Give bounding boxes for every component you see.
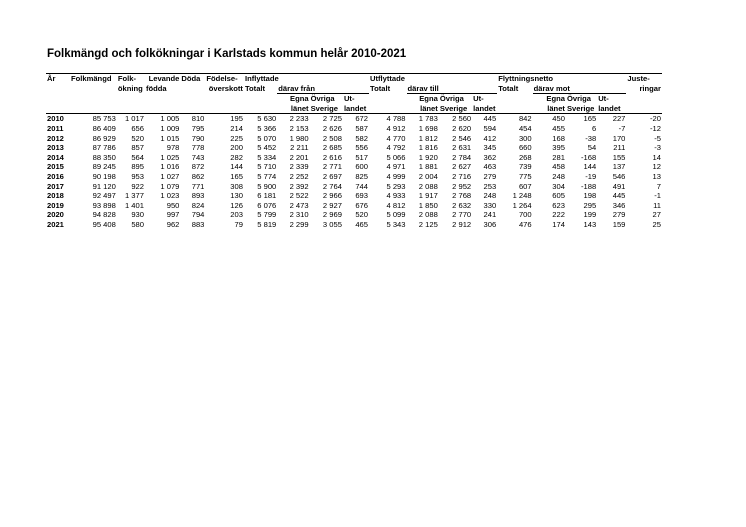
table-cell: -38 [585, 133, 597, 143]
table-cell: 88 350 [92, 152, 116, 162]
table-cell: 454 [518, 123, 532, 133]
table-cell: 455 [552, 123, 565, 133]
table-cell: 1 812 [418, 133, 438, 143]
header-juste: Juste- [626, 74, 662, 84]
table-cell: 2 616 [322, 152, 342, 162]
table-row [46, 201, 662, 211]
table-cell: 1 016 [160, 162, 180, 172]
table-cell: 2 620 [452, 123, 472, 133]
year-cell: 2014 [47, 152, 64, 162]
table-cell: -5 [654, 133, 661, 143]
table-cell: 144 [583, 162, 597, 172]
table-cell: 199 [583, 210, 597, 220]
table-cell: 1 248 [512, 191, 532, 201]
table-cell: 1 079 [160, 181, 180, 191]
table-cell: 794 [191, 210, 205, 220]
table-cell: 5 774 [257, 171, 277, 181]
table-cell: 395 [552, 143, 565, 153]
table-cell: 2 211 [290, 143, 309, 153]
table-cell: 546 [612, 171, 626, 181]
table-cell: 1 027 [160, 171, 180, 181]
table-cell: 214 [230, 123, 243, 133]
header-doda: Döda [180, 74, 205, 84]
table-cell: 4 912 [386, 123, 406, 133]
header-totalt-in: Totalt [244, 83, 266, 93]
table-cell: 86 929 [92, 133, 116, 143]
year-cell: 2012 [47, 133, 64, 143]
table-cell: 564 [131, 152, 144, 162]
table-row [46, 114, 662, 124]
year-cell: 2019 [47, 200, 64, 210]
table-cell: 2 632 [452, 200, 472, 210]
table-cell: 2 546 [452, 133, 472, 143]
table-cell: 4 999 [386, 171, 406, 181]
table-cell: 89 245 [92, 162, 116, 172]
table-cell: 520 [355, 210, 368, 220]
table-cell: 306 [483, 219, 497, 229]
table-cell: 5 900 [257, 181, 277, 191]
table-cell: 600 [355, 162, 368, 172]
year-cell: 2017 [47, 181, 64, 191]
table-body [46, 114, 662, 230]
table-row [46, 153, 662, 163]
table-cell: 2 310 [289, 210, 309, 220]
table-cell: 1 816 [418, 143, 438, 153]
table-cell: 795 [191, 123, 205, 133]
header-landet-in: landet [343, 104, 369, 114]
table-cell: 744 [355, 181, 368, 191]
table-cell: 1 850 [418, 200, 438, 210]
table-cell: 253 [483, 181, 497, 191]
table-cell: 778 [191, 143, 205, 153]
table-cell: 85 753 [92, 114, 116, 124]
header-sverige-in: Sverige [310, 104, 343, 114]
table-cell: 623 [552, 200, 565, 210]
table-cell: 5 099 [386, 210, 406, 220]
table-cell: 771 [191, 181, 205, 191]
table-cell: 2 697 [322, 171, 342, 181]
table-cell: 1 023 [160, 191, 180, 201]
table-cell: -7 [618, 123, 626, 133]
table-cell: 268 [518, 152, 532, 162]
table-cell: 362 [483, 152, 497, 162]
header-darav-mot: därav mot [533, 84, 627, 94]
table-cell: 6 181 [257, 191, 277, 201]
table-cell: 25 [652, 219, 661, 229]
table-cell: 5 799 [257, 210, 277, 220]
year-cell: 2013 [47, 143, 64, 153]
table-cell: 4 933 [386, 191, 406, 201]
table-cell: 170 [612, 133, 626, 143]
header-okning: ökning [117, 83, 143, 93]
table-cell: 5 293 [386, 181, 406, 191]
table-cell: 465 [355, 219, 368, 229]
table-cell: 95 408 [92, 219, 116, 229]
table-cell: 1 917 [418, 191, 438, 201]
table-cell: 5 070 [257, 133, 277, 143]
table-cell: 5 343 [386, 219, 406, 229]
header-ut-in: Ut- [343, 94, 355, 104]
table-cell: 304 [552, 181, 565, 191]
table-cell: 445 [612, 191, 626, 201]
table-cell: -20 [650, 114, 661, 124]
table-cell: 962 [166, 219, 180, 229]
header-lanet-ut: länet [407, 104, 439, 114]
table-cell: 930 [131, 210, 144, 220]
header-levande: Levande [145, 74, 180, 84]
table-cell: 248 [552, 171, 565, 181]
header-sverige-ut: Sverige [439, 104, 472, 114]
table-cell: 895 [131, 162, 144, 172]
header-ovriga-net: Övriga [566, 94, 592, 104]
table-cell: 672 [355, 114, 368, 124]
table-cell: 872 [191, 162, 205, 172]
table-cell: 997 [166, 210, 180, 220]
header-folk: Folk- [117, 74, 145, 84]
table-cell: 241 [483, 210, 497, 220]
table-cell: 743 [191, 152, 205, 162]
table-cell: 27 [652, 210, 661, 220]
table-cell: 4 792 [386, 143, 406, 153]
table-cell: 2 969 [322, 210, 342, 220]
table-cell: 517 [355, 152, 368, 162]
table-cell: 54 [587, 143, 597, 153]
table-cell: 5 334 [257, 152, 277, 162]
table-cell: 607 [518, 181, 532, 191]
table-cell: 2 339 [289, 162, 309, 172]
table-cell: 700 [518, 210, 532, 220]
header-egna-ut: Egna [419, 94, 438, 104]
table-cell: 587 [355, 123, 368, 133]
table-cell: 6 [591, 123, 597, 133]
table-cell: 1 980 [289, 133, 309, 143]
table-cell: 978 [166, 143, 180, 153]
table-cell: 2 252 [289, 171, 309, 181]
table-cell: 1 025 [160, 152, 180, 162]
table-row [46, 172, 662, 182]
table-cell: 893 [191, 191, 205, 201]
table-cell: 1 920 [418, 152, 438, 162]
header-landet-ut: landet [473, 103, 496, 113]
header-utflyttade: Utflyttade [369, 74, 497, 84]
table-cell: -188 [581, 181, 597, 191]
year-cell: 2018 [47, 191, 64, 201]
table-cell: 227 [612, 114, 626, 124]
table-cell: 2 088 [418, 210, 438, 220]
table-cell: 2 966 [322, 191, 342, 201]
table-cell: 144 [230, 162, 243, 172]
header-folkmangd: Folkmängd [70, 74, 117, 84]
table-cell: 5 066 [386, 152, 406, 162]
table-row [46, 182, 662, 192]
table-cell: 91 120 [92, 181, 116, 191]
header-sverige-net: Sverige [566, 104, 597, 114]
page-title: Folkmängd och folkökningar i Karlstads kommun helår 2010-2021 [47, 48, 407, 60]
table-cell: -168 [581, 152, 597, 162]
table-cell: 195 [230, 114, 243, 124]
header-egna-net: Egna [546, 94, 565, 104]
table-cell: 582 [355, 133, 368, 143]
header-ut-ut: Ut- [473, 94, 484, 104]
table-cell: 281 [552, 152, 565, 162]
table-cell: 2 508 [322, 133, 342, 143]
table-cell: 4 770 [386, 133, 406, 143]
table-cell: 248 [483, 191, 497, 201]
table-cell: 1 698 [418, 123, 438, 133]
table-cell: 862 [191, 171, 205, 181]
table-cell: 279 [612, 210, 626, 220]
table-cell: 605 [552, 191, 565, 201]
table-cell: 458 [552, 162, 565, 172]
table-cell: 86 409 [92, 123, 116, 133]
table-cell: 330 [483, 200, 497, 210]
table-cell: 200 [230, 143, 243, 153]
table-cell: 90 198 [92, 171, 116, 181]
table-cell: 463 [483, 162, 497, 172]
table-cell: 168 [552, 133, 565, 143]
table-cell: 520 [131, 133, 144, 143]
table-row [46, 220, 662, 230]
header-row-3 [46, 94, 662, 104]
table-cell: 883 [191, 219, 205, 229]
table-cell: 2 770 [452, 210, 472, 220]
year-cell: 2021 [47, 219, 64, 229]
header-ovriga-ut: Övriga [439, 94, 464, 104]
table-cell: 2 088 [418, 181, 438, 191]
table-cell: 412 [483, 133, 497, 143]
table-cell: 143 [583, 219, 597, 229]
table-cell: 3 055 [322, 219, 342, 229]
header-landet-net: landet [597, 104, 626, 114]
table-cell: 950 [166, 200, 180, 210]
header-darav-till: därav till [407, 84, 498, 94]
header-row-2 [46, 84, 662, 94]
table-cell: 79 [234, 219, 243, 229]
table-cell: 2 153 [289, 123, 309, 133]
table-cell: 2 685 [322, 143, 342, 153]
table-cell: 1 377 [124, 191, 144, 201]
table-cell: 476 [518, 219, 532, 229]
table-cell: 2 764 [322, 181, 342, 191]
table-cell: 165 [230, 171, 243, 181]
header-ovriga-in: Övriga [310, 94, 335, 104]
table-cell: 953 [131, 171, 144, 181]
table-cell: 2 631 [452, 143, 472, 153]
table-cell: 2 927 [322, 200, 342, 210]
year-cell: 2020 [47, 210, 64, 220]
table-cell: 346 [612, 200, 626, 210]
table-cell: 2 771 [322, 162, 342, 172]
table-row [46, 191, 662, 201]
table-cell: 445 [483, 114, 497, 124]
table-cell: 225 [230, 133, 243, 143]
table-cell: 790 [191, 133, 205, 143]
year-cell: 2010 [47, 114, 64, 124]
table-cell: 2 125 [418, 219, 438, 229]
table-cell: 660 [518, 143, 532, 153]
header-darav-fran: därav från [277, 84, 369, 94]
table-cell: 203 [230, 210, 243, 220]
table-cell: 2 626 [322, 123, 342, 133]
table-cell: 2 473 [289, 200, 309, 210]
table-cell: 2 952 [452, 181, 472, 191]
header-ut-net: Ut- [598, 94, 609, 104]
table-cell: -3 [654, 143, 661, 153]
year-cell: 2011 [47, 123, 64, 133]
header-fodda: födda [145, 83, 167, 93]
table-cell: 12 [652, 162, 661, 172]
table-cell: 922 [131, 181, 144, 191]
table-cell: 94 828 [92, 210, 116, 220]
table-cell: 5 630 [257, 114, 277, 124]
table-cell: 1 401 [124, 200, 144, 210]
table-cell: 775 [518, 171, 532, 181]
table-cell: 1 005 [160, 114, 180, 124]
table-cell: 2 768 [452, 191, 472, 201]
year-cell: 2015 [47, 162, 64, 172]
table-cell: 2 560 [452, 114, 472, 124]
table-cell: 2 627 [452, 162, 472, 172]
table-cell: 2 725 [322, 114, 342, 124]
table-cell: 6 076 [257, 200, 277, 210]
header-totalt-ut: Totalt [370, 83, 391, 93]
table-cell: 2 004 [418, 171, 438, 181]
table-cell: 92 497 [92, 191, 116, 201]
table-cell: 87 786 [92, 143, 116, 153]
table-cell: 7 [656, 181, 661, 191]
table-cell: 580 [131, 219, 144, 229]
table-cell: 4 812 [386, 200, 406, 210]
table-cell: 174 [552, 219, 565, 229]
header-row-1 [46, 74, 662, 84]
table-cell: 842 [518, 114, 532, 124]
table-cell: 1 264 [512, 200, 532, 210]
table-cell: 5 452 [257, 143, 277, 153]
header-ar: År [46, 74, 70, 84]
table-cell: 1 881 [418, 162, 438, 172]
table-cell: 13 [652, 171, 661, 181]
table-cell: 159 [612, 219, 626, 229]
table-cell: 2 716 [452, 171, 472, 181]
table-cell: 130 [230, 191, 243, 201]
table-cell: 1 017 [124, 114, 144, 124]
table-cell: 282 [230, 152, 243, 162]
table-cell: 93 898 [92, 200, 116, 210]
table-cell: 2 392 [289, 181, 309, 191]
table-cell: -1 [654, 191, 661, 201]
header-fodelse: Födelse- [205, 74, 244, 84]
table-cell: 825 [355, 171, 368, 181]
table-cell: 450 [552, 114, 565, 124]
table-row [46, 134, 662, 144]
header-flyttningsnetto: Flyttningsnetto [497, 74, 626, 84]
table-cell: 5 710 [257, 162, 277, 172]
table-cell: 165 [583, 114, 597, 124]
table-cell: 656 [131, 123, 144, 133]
header-egna-in: Egna [290, 94, 309, 104]
table-cell: 222 [552, 210, 565, 220]
table-cell: 345 [483, 143, 497, 153]
table-cell: 594 [483, 123, 497, 133]
table-cell: 198 [583, 191, 597, 201]
table-cell: -19 [585, 171, 597, 181]
table-cell: 279 [483, 171, 497, 181]
table-cell: 824 [191, 200, 205, 210]
table-cell: 556 [355, 143, 368, 153]
table-cell: 4 971 [386, 162, 406, 172]
table-cell: 739 [518, 162, 532, 172]
header-totalt-net: Totalt [498, 83, 519, 93]
table-cell: 5 819 [257, 219, 277, 229]
table-cell: 2 784 [452, 152, 472, 162]
header-lanet-net: länet [533, 104, 566, 114]
table-cell: 2 201 [289, 152, 309, 162]
table-cell: 308 [230, 181, 243, 191]
header-inflyttade: Inflyttade [244, 74, 369, 84]
table-row [46, 143, 662, 153]
table-row [46, 124, 662, 134]
table-cell: 211 [613, 143, 626, 153]
table-cell: 1 015 [160, 133, 180, 143]
table-cell: 137 [612, 162, 626, 172]
table-cell: 857 [131, 143, 144, 153]
header-overskott: överskott [208, 83, 243, 93]
table-cell: 1 009 [160, 123, 180, 133]
table-cell: 1 783 [418, 114, 438, 124]
table-cell: 300 [518, 133, 532, 143]
table-cell: 2 522 [289, 191, 309, 201]
table-row [46, 162, 662, 172]
table-cell: 126 [230, 200, 243, 210]
header-row-4 [46, 104, 662, 114]
table-cell: -12 [650, 123, 661, 133]
table-cell: 2 233 [289, 114, 309, 124]
table-cell: 155 [612, 152, 626, 162]
table-cell: 11 [653, 200, 661, 210]
table-cell: 693 [355, 191, 368, 201]
table-cell: 14 [652, 152, 661, 162]
table-cell: 491 [612, 181, 626, 191]
table-cell: 295 [583, 200, 597, 210]
year-cell: 2016 [47, 171, 64, 181]
table-cell: 810 [191, 114, 205, 124]
table-row [46, 210, 662, 220]
header-ringar: ringar [639, 83, 661, 93]
table-cell: 5 366 [257, 123, 277, 133]
table-cell: 676 [355, 200, 368, 210]
population-table [46, 73, 662, 230]
header-lanet-in: länet [277, 104, 309, 114]
table-cell: 4 788 [386, 114, 406, 124]
table-cell: 2 299 [289, 219, 309, 229]
table-cell: 2 912 [452, 219, 472, 229]
